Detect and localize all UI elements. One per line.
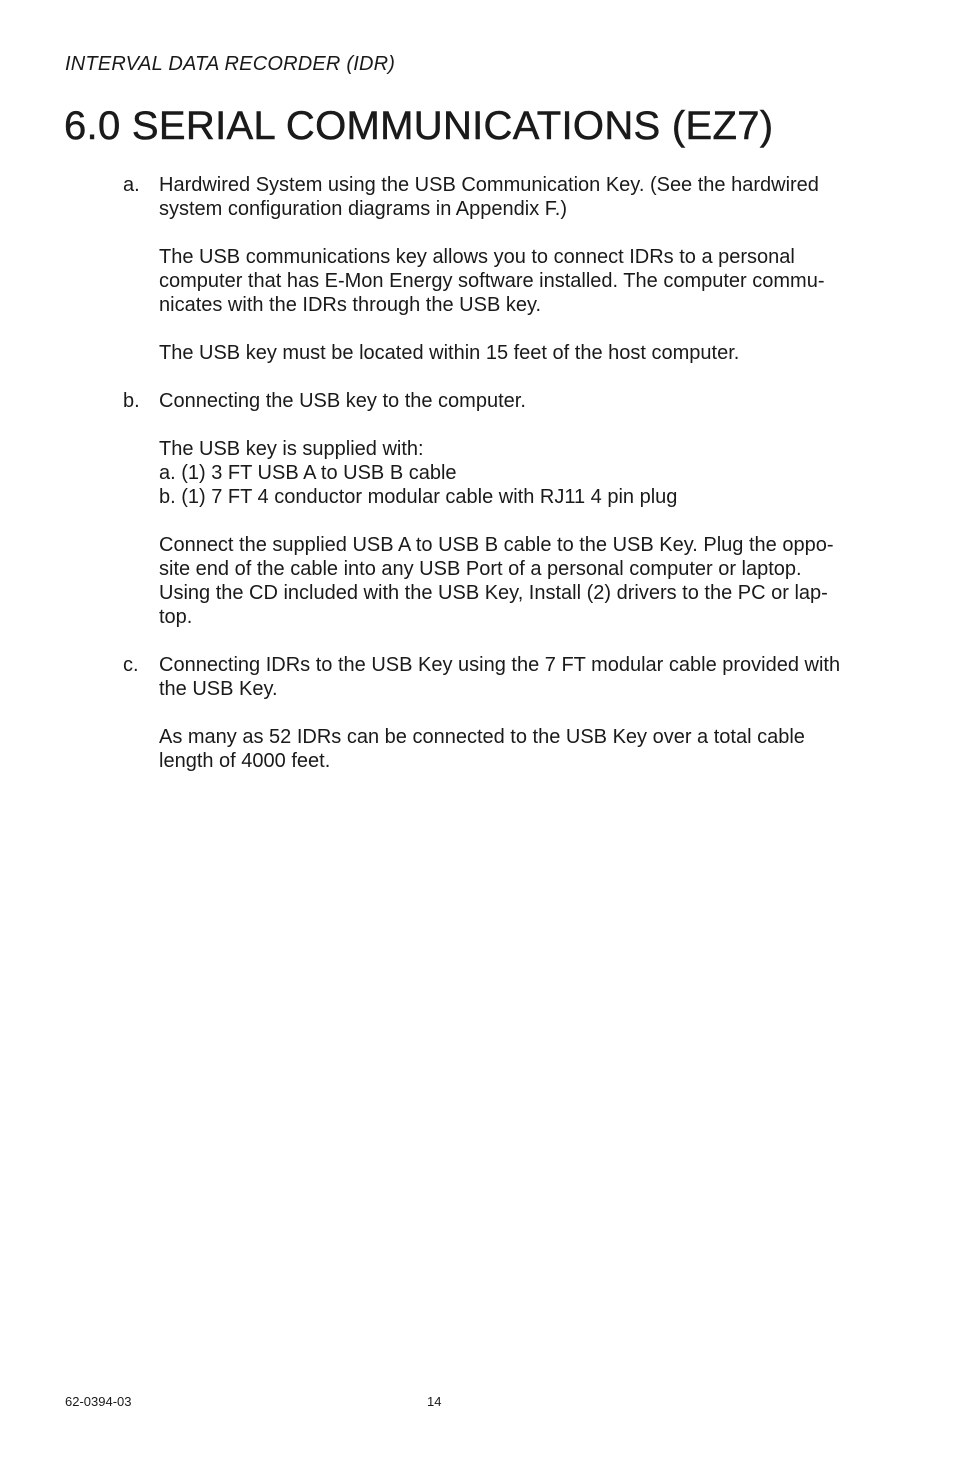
text-line: Connecting the USB key to the computer.: [159, 390, 526, 412]
paragraph: [159, 341, 894, 365]
list-item-c: [0, 653, 954, 773]
text-line: computer that has E-Mon Energy software installed. The computer commu-: [159, 270, 825, 292]
footer-page-number: 14: [427, 1394, 442, 1409]
text-line: nicates with the IDRs through the USB key.: [159, 294, 542, 316]
text-line: length of 4000 feet.: [159, 750, 331, 772]
paragraph: [159, 245, 894, 317]
text-line: the USB Key.: [159, 678, 278, 700]
text-line: Using the CD included with the USB Key, Install (2) drivers to the PC or lap-: [159, 582, 828, 604]
list-marker: c.: [123, 654, 139, 676]
text-line: The USB key is supplied with:: [159, 438, 424, 460]
text-line: Hardwired System using the USB Communication Key. (See the hardwired: [159, 174, 819, 196]
list-marker: a.: [123, 174, 140, 196]
text-line: As many as 52 IDRs can be connected to the USB Key over a total cable: [159, 726, 805, 748]
text-line: The USB key must be located within 15 feet of the host computer.: [159, 342, 740, 364]
text-line: b. (1) 7 FT 4 conductor modular cable with RJ11 4 pin plug: [159, 486, 678, 508]
text-line: site end of the cable into any USB Port of a personal computer or laptop.: [159, 558, 802, 580]
list-item-a: [0, 173, 954, 365]
text-line: a. (1) 3 FT USB A to USB B cable: [159, 462, 457, 484]
paragraph: [159, 653, 894, 701]
paragraph: [159, 533, 894, 629]
section-title: 6.0 SERIAL COMMUNICATIONS (EZ7): [64, 104, 774, 148]
footer-doc-number: 62-0394-03: [65, 1394, 132, 1409]
paragraph: [159, 437, 894, 509]
section-body: [0, 173, 954, 797]
list-item-b: [0, 389, 954, 629]
text-line: system configuration diagrams in Appendix F.): [159, 198, 567, 220]
text-line: The USB communications key allows you to connect IDRs to a personal: [159, 246, 795, 268]
list-marker: b.: [123, 390, 140, 412]
text-line: Connect the supplied USB A to USB B cable to the USB Key. Plug the oppo-: [159, 534, 834, 556]
running-header: INTERVAL DATA RECORDER (IDR): [65, 53, 396, 75]
text-line: top.: [159, 606, 193, 628]
text-line: Connecting IDRs to the USB Key using the 7 FT modular cable provided with: [159, 654, 841, 676]
paragraph: [159, 389, 894, 413]
paragraph: [159, 173, 894, 221]
paragraph: [159, 725, 894, 773]
